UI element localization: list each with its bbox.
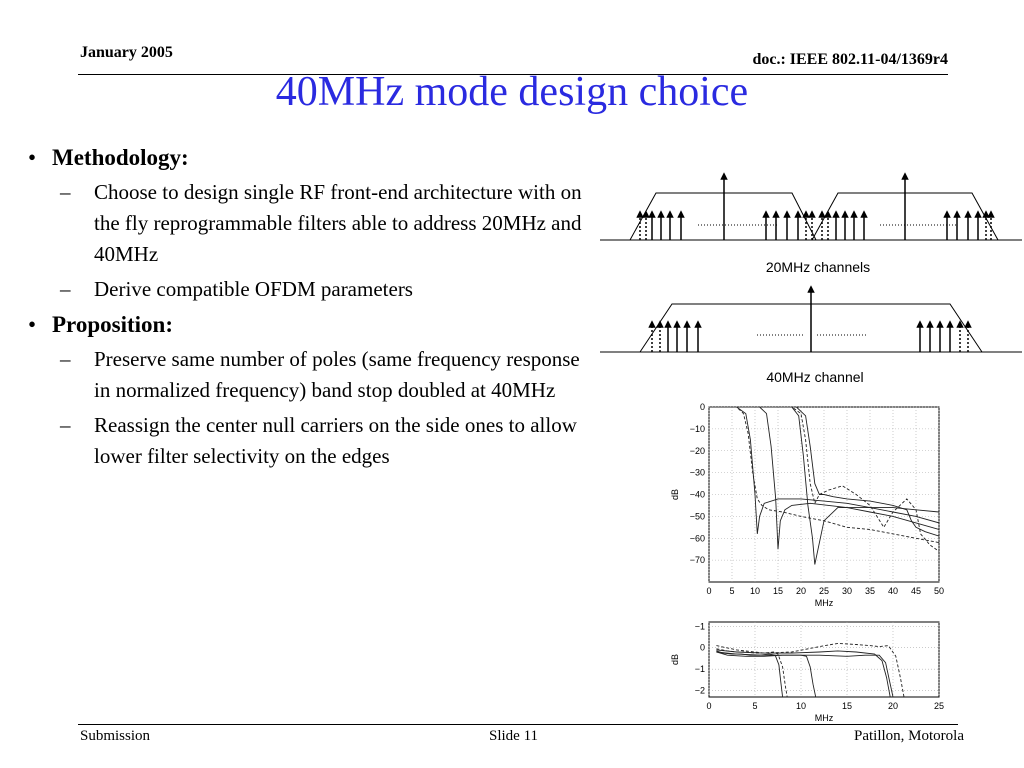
sub-bullet-text: Preserve same number of poles (same frequency response in normalized frequency) band stop doubled at 40MHz xyxy=(94,347,580,402)
y-tick-label: −2 xyxy=(694,685,705,696)
x-tick-label: 25 xyxy=(818,586,830,596)
x-axis-label: MHz xyxy=(814,713,834,722)
sub-bullet xyxy=(28,274,588,305)
y-tick-label: 0 xyxy=(699,642,705,653)
sub-bullet xyxy=(28,177,588,270)
bullet-content xyxy=(28,142,588,472)
x-tick-label: 45 xyxy=(910,586,922,596)
x-tick-label: 20 xyxy=(887,701,899,711)
filter-mask xyxy=(640,304,982,352)
y-tick-label: 0 xyxy=(699,402,705,412)
y-tick-label: −60 xyxy=(689,533,705,544)
bullet-dot: • xyxy=(28,312,37,337)
caption-20mhz: 20MHz channels xyxy=(765,259,871,275)
x-tick-label: 25 xyxy=(933,701,945,711)
x-tick-label: 15 xyxy=(841,701,853,711)
x-tick-label: 10 xyxy=(795,701,807,711)
sub-bullet xyxy=(28,410,588,472)
bullet-methodology xyxy=(28,142,588,173)
footer-rule xyxy=(78,724,958,725)
y-axis-label: dB xyxy=(670,653,680,666)
x-tick-label: 0 xyxy=(706,586,712,596)
y-tick-label: −20 xyxy=(689,445,705,456)
y-tick-label: −1 xyxy=(694,664,705,675)
slide-title: 40MHz mode design choice xyxy=(275,69,749,115)
filter-mask xyxy=(812,193,998,240)
x-tick-label: 0 xyxy=(706,701,712,711)
x-tick-label: 35 xyxy=(864,586,876,596)
y-tick-label: −10 xyxy=(689,423,705,434)
header-date: January 2005 xyxy=(80,44,173,61)
y-axis-label: dB xyxy=(670,488,680,501)
sub-bullet-text: Derive compatible OFDM parameters xyxy=(94,277,413,301)
filter-mask xyxy=(630,193,816,240)
filter-response-plot-25mhz xyxy=(664,612,954,722)
filter-response-plot-50mhz xyxy=(664,397,954,612)
footer-author: Patillon, Motorola xyxy=(854,728,964,744)
diagram-40mhz xyxy=(600,289,1022,352)
y-tick-label: −40 xyxy=(689,489,705,500)
x-tick-label: 30 xyxy=(841,586,853,596)
y-tick-label: −1 xyxy=(694,621,705,632)
x-axis-label: MHz xyxy=(814,598,834,608)
dash-marker: – xyxy=(60,277,71,301)
x-tick-label: 10 xyxy=(749,586,761,596)
bullet-text: Methodology: xyxy=(52,145,189,170)
footer-slide-number: Slide 11 xyxy=(489,728,539,744)
bullet-text: Proposition: xyxy=(52,312,173,337)
dash-marker: – xyxy=(60,413,71,437)
bullet-dot: • xyxy=(28,145,37,170)
x-tick-label: 20 xyxy=(795,586,807,596)
x-tick-label: 15 xyxy=(772,586,784,596)
y-tick-label: −50 xyxy=(689,511,705,522)
plot-frame xyxy=(709,622,939,697)
dash-marker: – xyxy=(60,347,71,371)
diagram-20mhz xyxy=(600,176,1022,240)
dash-marker: – xyxy=(60,180,71,204)
sub-bullet xyxy=(28,344,588,406)
x-tick-label: 50 xyxy=(933,586,945,596)
sub-bullet-text: Reassign the center null carriers on the side ones to allow lower filter selectivity on the edges xyxy=(94,413,577,468)
y-tick-label: −30 xyxy=(689,467,705,478)
bullet-proposition xyxy=(28,309,588,340)
footer-submission: Submission xyxy=(80,728,151,744)
sub-bullet-text: Choose to design single RF front-end architecture with on the fly reprogrammable filters able to address 20MHz and 40MHz xyxy=(94,180,582,266)
x-tick-label: 40 xyxy=(887,586,899,596)
x-tick-label: 5 xyxy=(752,701,758,711)
caption-40mhz: 40MHz channel xyxy=(766,369,864,385)
header-doc-id: doc.: IEEE 802.11-04/1369r4 xyxy=(752,51,948,68)
y-tick-label: −70 xyxy=(689,555,705,566)
x-tick-label: 5 xyxy=(729,586,735,596)
